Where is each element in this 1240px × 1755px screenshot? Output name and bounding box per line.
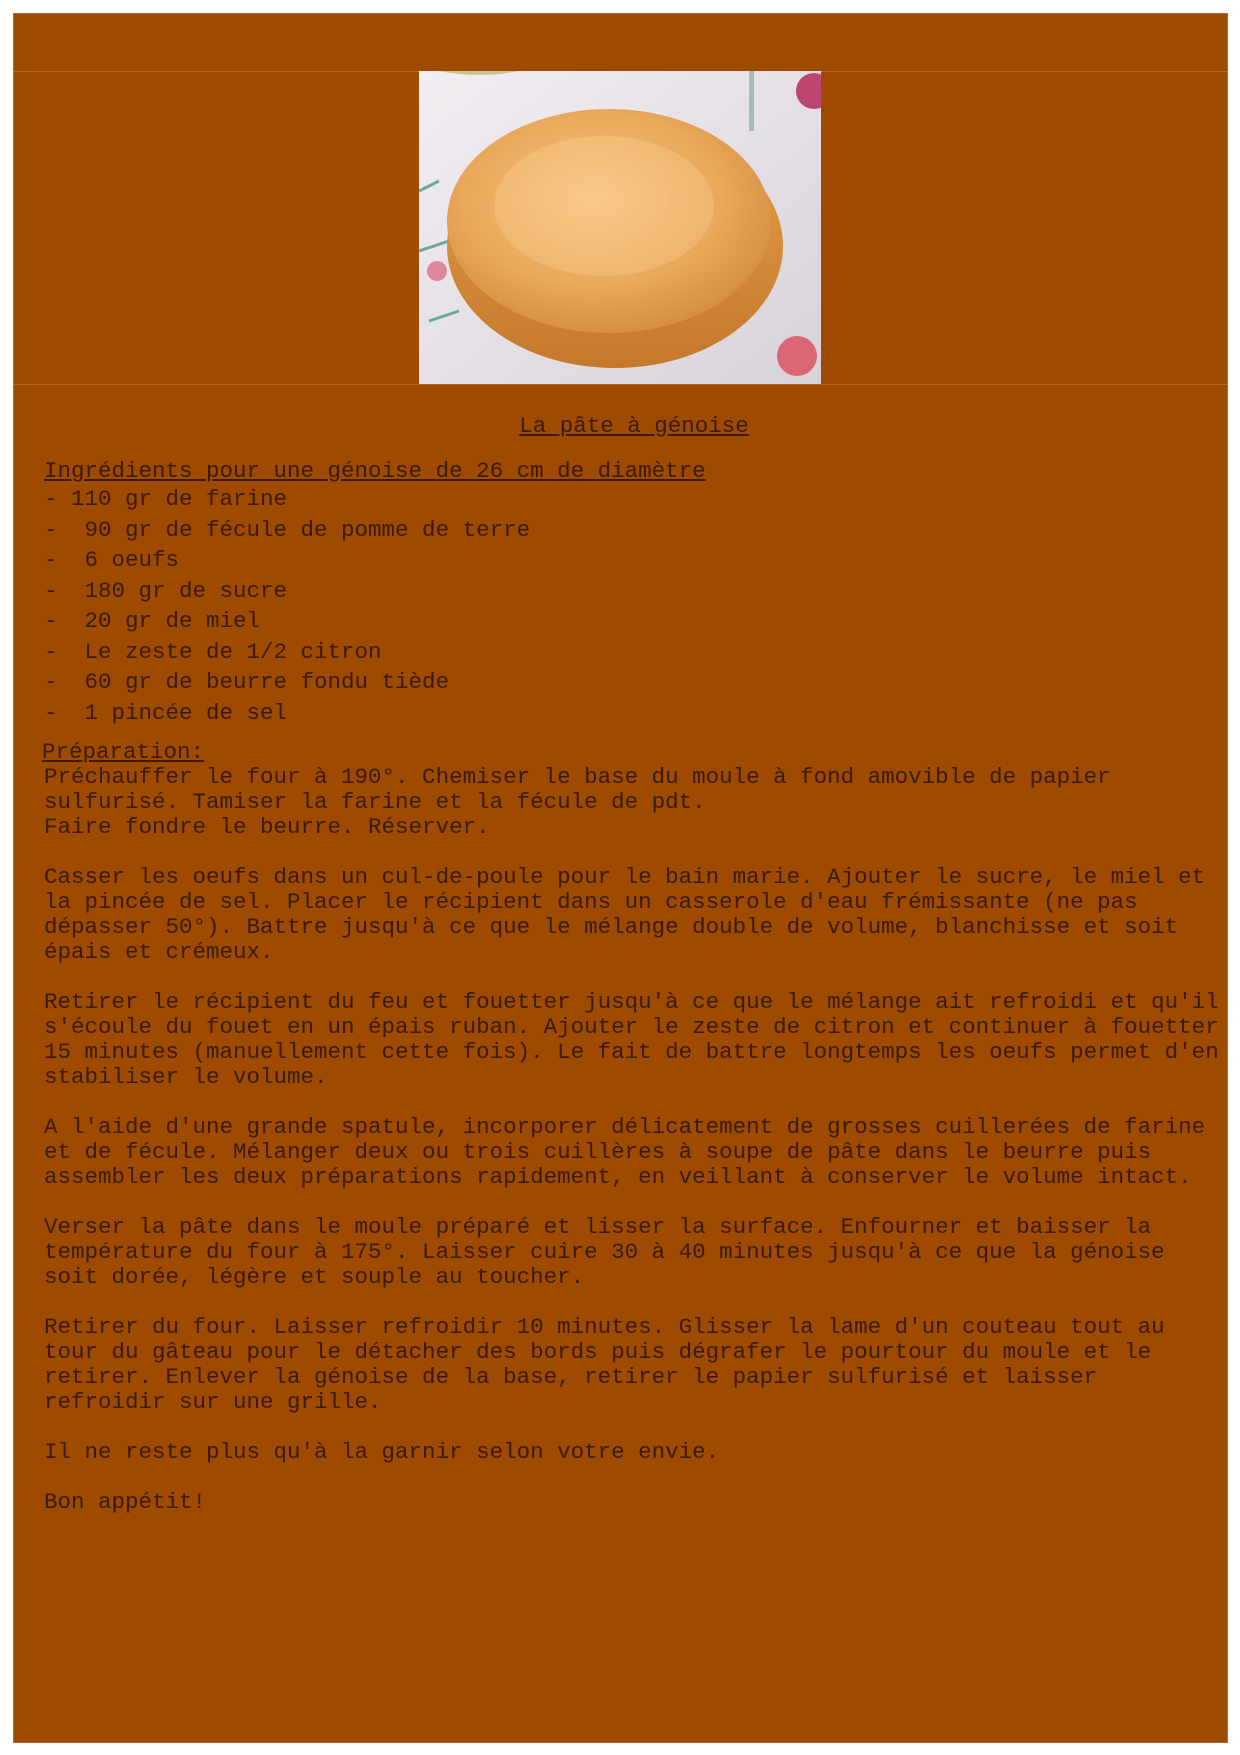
ingredient-item: - 20 gr de miel <box>44 608 261 634</box>
preparation-step: Retirer le récipient du feu et fouetter jusqu'à ce que le mélange ait refroidi et qu'il s'écoule du fouet en un épais ruban. Ajouter le zeste de citron et continuer à fouetter 15 minutes (manuellement cette fois). Le fait de battre longtemps les oeufs permet d'en stabiliser le volume. <box>44 989 1219 1090</box>
ingredient-item: - 6 oeufs <box>44 547 180 573</box>
recipe-title: La pâte à génoise <box>519 413 749 439</box>
header-band <box>14 14 1227 72</box>
recipe-page <box>13 13 1228 1743</box>
sign-off: Bon appétit! <box>44 1489 207 1515</box>
closing-note: Il ne reste plus qu'à la garnir selon votre envie. <box>44 1439 720 1465</box>
preparation-line: Faire fondre le beurre. Réserver. <box>44 814 490 840</box>
preparation-step: Retirer du four. Laisser refroidir 10 minutes. Glisser la lame d'un couteau tout au tour du gâteau pour le détacher des bords puis dégrafer le pourtour du moule et le retirer. Enlever la génoise de la base, retirer le papier sulfurisé et laisser refroidir sur une grille. <box>44 1314 1165 1415</box>
recipe-content <box>44 414 1224 1540</box>
photo-row <box>14 71 1227 385</box>
genoise-cake-photo <box>419 71 821 384</box>
preparation-intro <box>44 765 1224 840</box>
preparation-line: sulfurisé. Tamiser la farine et la fécule de pdt. <box>44 789 706 815</box>
ingredients-list <box>44 484 1224 728</box>
preparation-step: Verser la pâte dans le moule préparé et lisser la surface. Enfourner et baisser la température du four à 175°. Laisser cuire 30 à 40 minutes jusqu'à ce que la génoise soit dorée, légère et souple au toucher. <box>44 1214 1165 1290</box>
preparation-heading: Préparation: <box>42 739 205 765</box>
ingredient-item: - Le zeste de 1/2 citron <box>44 638 382 665</box>
ingredient-item: - 180 gr de sucre <box>44 577 288 604</box>
ingredients-heading: Ingrédients pour une génoise de 26 cm de diamètre <box>44 458 706 484</box>
ingredient-item: - 1 pincée de sel <box>44 699 288 726</box>
cake-illustration <box>419 71 821 384</box>
ingredient-item: - 110 gr de farine <box>44 486 288 512</box>
preparation-line: Préchauffer le four à 190°. Chemiser le base du moule à fond amovible de papier <box>44 764 1111 790</box>
ingredient-item: - 60 gr de beurre fondu tiède <box>44 669 450 695</box>
preparation-step: A l'aide d'une grande spatule, incorporer délicatement de grosses cuillerées de farine et de fécule. Mélanger deux ou trois cuillères à soupe de pâte dans le beurre puis assembler les deux préparations rapidement, en veillant à conserver le volume intact. <box>44 1114 1206 1190</box>
preparation-step: Casser les oeufs dans un cul-de-poule pour le bain marie. Ajouter le sucre, le miel et la pincée de sel. Placer le récipient dans un casserole d'eau frémissante (ne pas dépasser 50°). Battre jusqu'à ce que le mélange double de volume, blanchisse et soit épais et crémeux. <box>44 864 1206 965</box>
ingredient-item: - 90 gr de fécule de pomme de terre <box>44 516 531 543</box>
